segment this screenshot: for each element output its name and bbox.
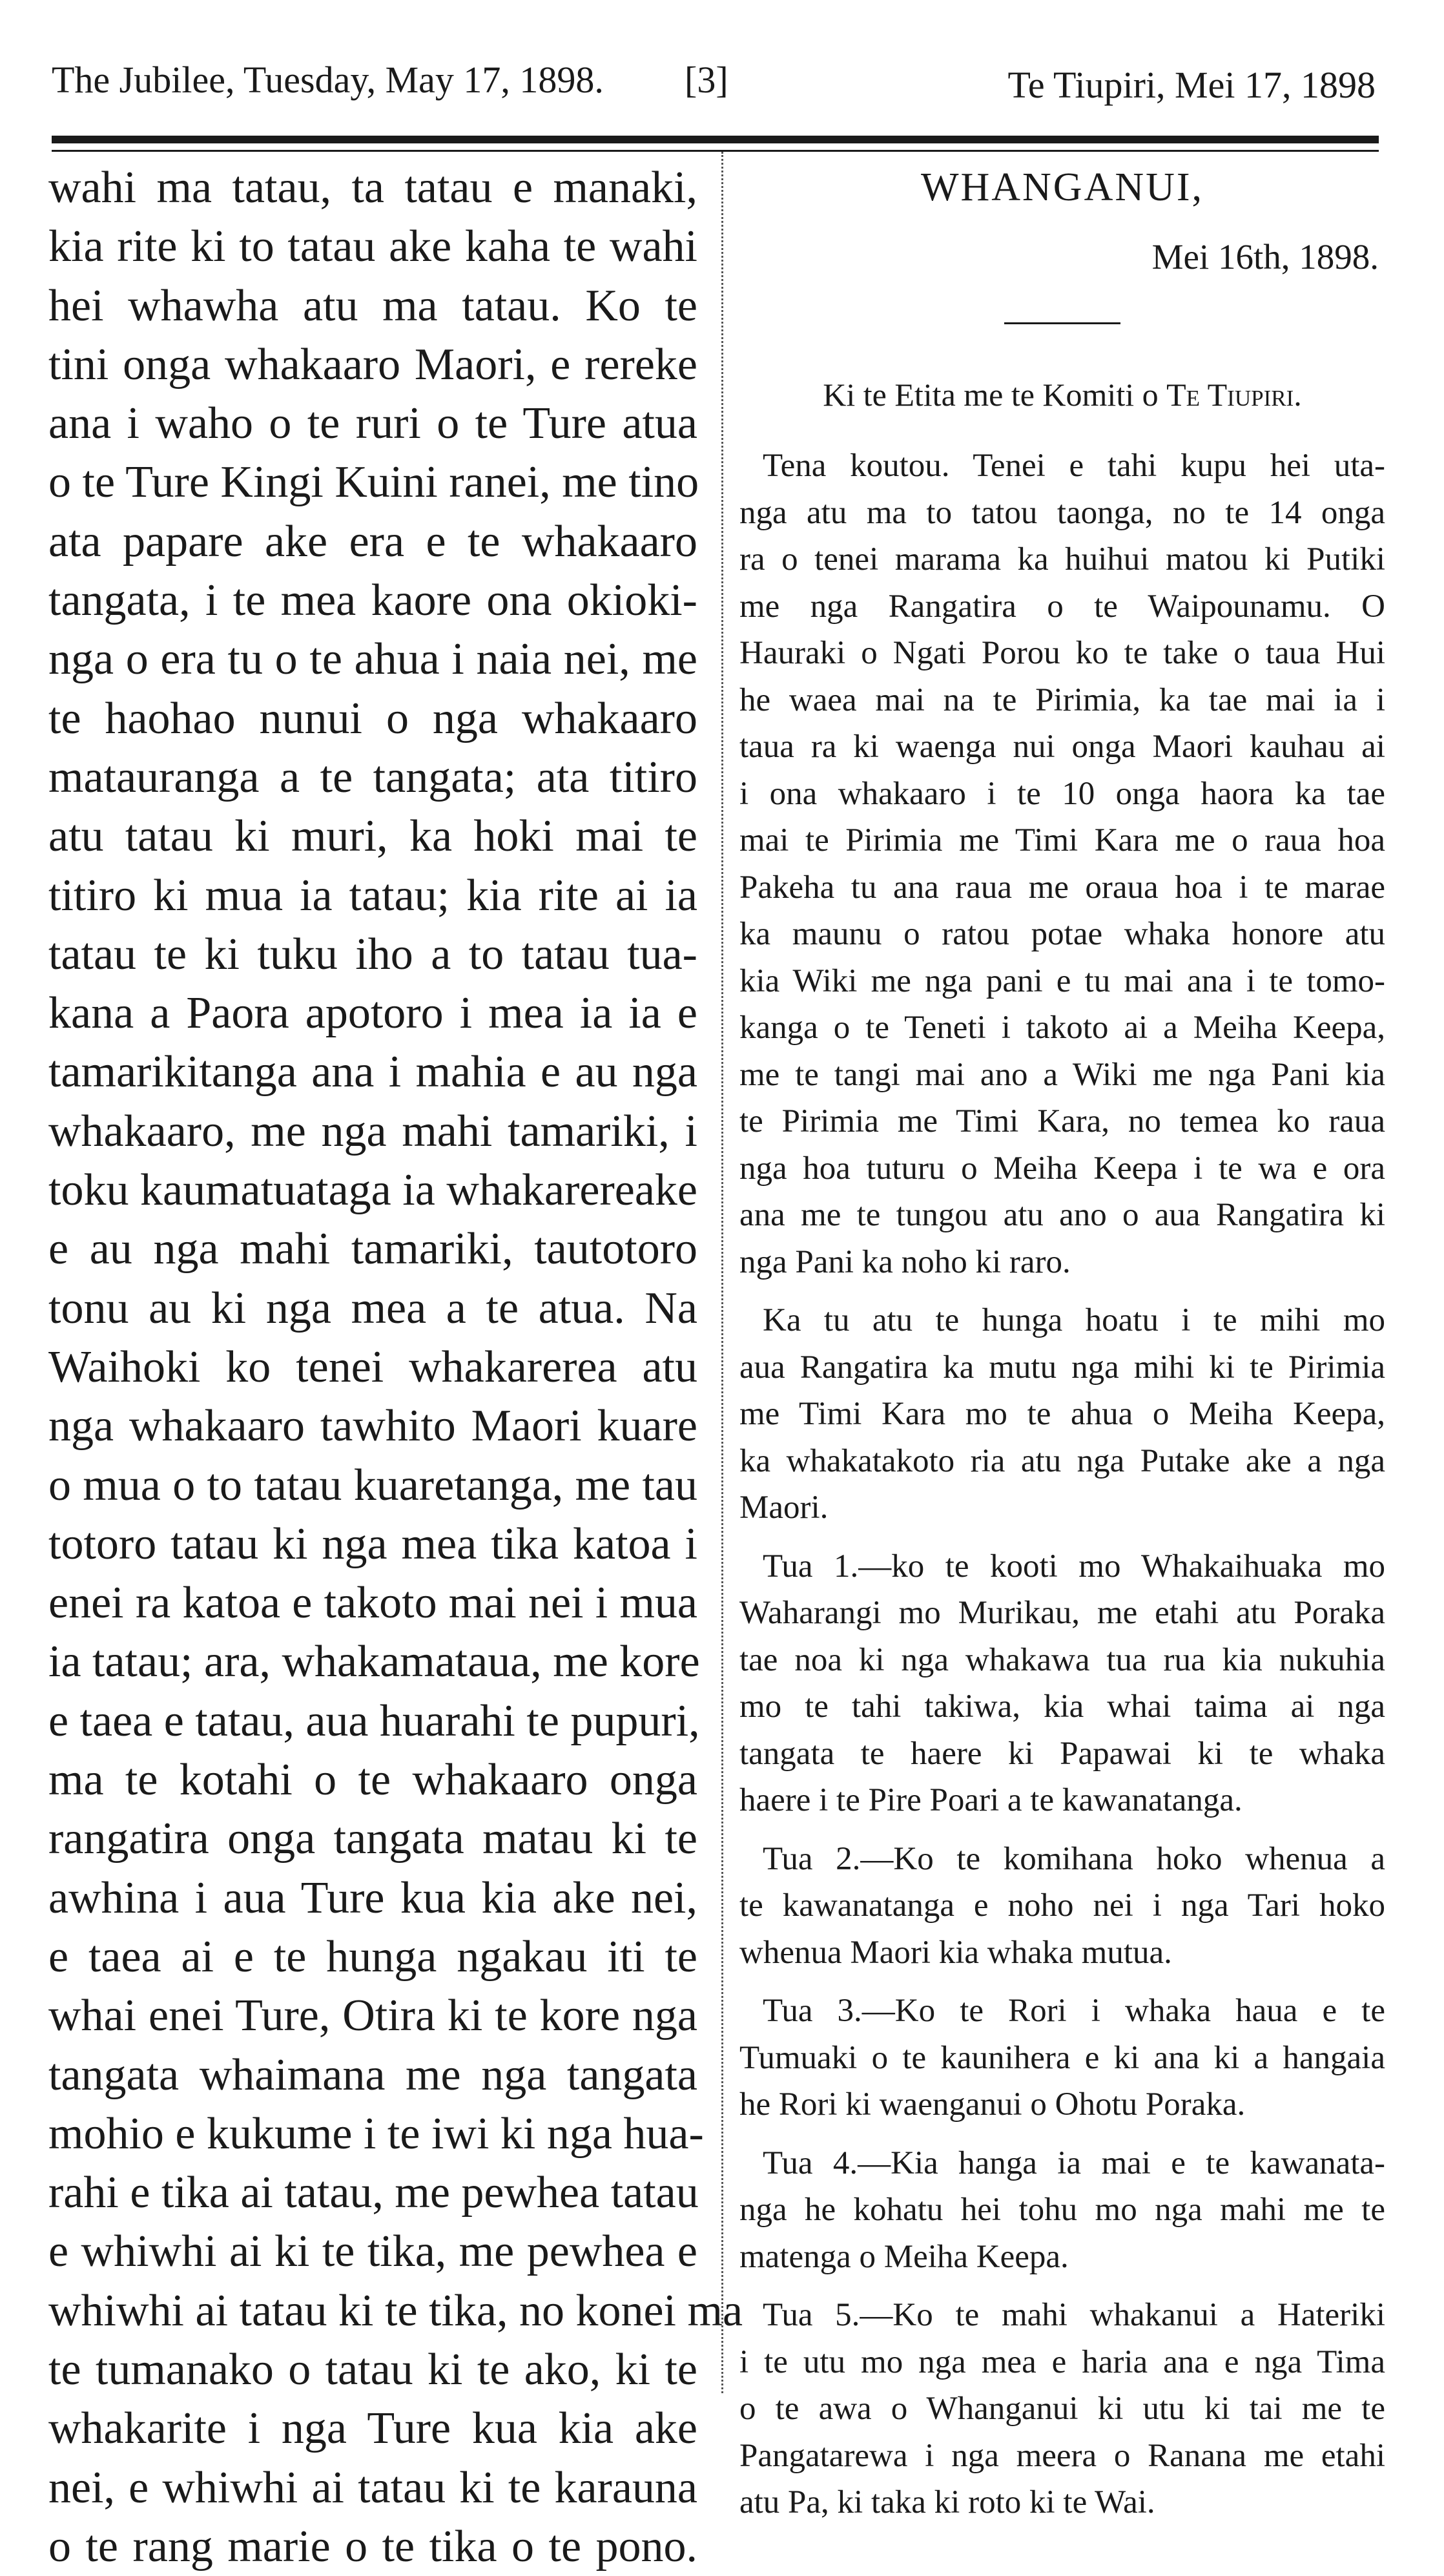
right-text-line: te kawanatanga e noho nei i nga Tari hoko [739,1887,1385,1924]
left-text-line: matauranga a te tangata; ata titiro [48,752,697,802]
left-text-line: ata papare ake era e te whakaaro [48,516,697,566]
right-text-line: me Timi Kara mo te ahua o Meiha Keepa, [739,1396,1385,1432]
left-text-line: wahi ma tatau, ta tatau e manaki, [48,163,697,213]
right-text-line: nga Pani ka noho ki raro. [739,1243,1071,1280]
left-text-line: enei ra katoa e takoto mai nei i mua [48,1578,697,1628]
left-text-line: te tumanako o tatau ki te ako, ki te [48,2344,697,2394]
right-text-line: mai te Pirimia me Timi Kara me o raua hoa [739,822,1385,858]
left-text-line: e whiwhi ai ki te tika, me pewhea e [48,2227,697,2277]
left-text-line: tangata, i te mea kaore ona okioki- [48,576,697,626]
letter-dateline: Mei 16th, 1898. [1151,237,1379,276]
left-text-line: titiro ki mua ia tatau; kia rite ai ia [48,870,697,920]
right-text-line: nga atu ma to tatou taonga, no te 14 onga [739,494,1385,531]
right-text-line: he Rori ki waenganui o Ohotu Poraka. [739,2086,1246,2123]
left-text-line: tini onga whakaaro Maori, e rereke [48,339,697,390]
right-text-line: Tena koutou. Tenei e tahi kupu hei uta- [763,448,1385,484]
left-text-line: tangata whaimana me nga tangata [48,2050,697,2100]
column-divider [721,152,723,2393]
right-text-line: Maori. [739,1490,829,1526]
left-text-line: o te Ture Kingi Kuini ranei, me tino [48,457,699,508]
right-text-line: ana me te tungou atu ano o aua Rangatira ki [739,1197,1385,1233]
letter-paragraph [739,1836,1385,1977]
left-text-line: e au nga mahi tamariki, tautotoro [48,1224,697,1274]
paragraph-gap [739,1285,1385,1297]
running-header [52,58,1376,110]
short-rule [1004,322,1120,324]
paragraph-gap [739,1532,1385,1543]
left-text-line: whiwhi ai tatau ki te tika, no konei ma [48,2285,743,2336]
paragraph-gap [739,2280,1385,2292]
letter-paragraph [739,1297,1385,1532]
left-text-line: nei, e whiwhi ai tatau ki te karauna [48,2462,697,2513]
left-text-line: totoro tatau ki nga mea tika katoa i [48,1519,697,1569]
left-text-line: o mua o to tatau kuaretanga, me tau [48,1460,697,1510]
left-text-line: kia rite ki to tatau ake kaha te wahi [48,222,697,272]
right-text-line: Waharangi mo Murikau, me etahi atu Poraka [739,1595,1385,1631]
right-column [739,158,1385,2526]
right-text-line: Tua 2.—Ko te komihana hoko whenua a [763,1840,1385,1877]
right-text-line: nga hoa tuturu o Meiha Keepa i te wa e ora [739,1150,1385,1187]
right-text-line: me nga Rangatira o te Waipounamu. O [739,588,1385,625]
page-number: [3] [685,59,728,101]
right-text-line: he waea mai na te Pirimia, ka tae mai ia i [739,681,1385,718]
right-text-line: o te awa o Whanganui ki utu ki tai me te [739,2391,1385,2427]
right-text-line: Pangatarewa i nga meera o Ranana me etahi [739,2437,1385,2474]
left-text-line: e taea e tatau, aua huarahi te pupuri, [48,1696,700,1746]
right-text-line: Tua 5.—Ko te mahi whakanui a Hateriki [763,2297,1385,2333]
header-english-title: The Jubilee, Tuesday, May 17, 1898. [52,59,604,101]
left-text-line: ana i waho o te ruri o te Ture atua [48,399,697,449]
left-text-line: whai enei Ture, Otira ki te kore nga [48,1991,697,2041]
left-text-line: nga o era tu o te ahua i naia nei, me [48,634,697,685]
left-text-line: e taea ai e te hunga ngakau iti te [48,1931,697,1982]
left-text-line: mohio e kukume i te iwi ki nga hua- [48,2108,704,2159]
letter-paragraph [739,442,1385,1285]
right-text-line: taua ra ki waenga nui onga Maori kauhau ai [739,729,1385,765]
right-text-line: matenga o Meiha Keepa. [739,2238,1069,2275]
header-maori-title: Te Tiupiri, Mei 17, 1898 [1007,64,1376,106]
left-text-line: hei whawha atu ma tatau. Ko te [48,280,697,331]
header-rule-thin [52,150,1379,152]
right-text-line: tae noa ki nga whakawa tua rua kia nukuhia [739,1641,1385,1678]
letter-body [739,442,1385,2526]
right-text-line: i ona whakaaro i te 10 onga haora ka tae [739,775,1385,812]
right-text-line: atu Pa, ki taka ki roto ki te Wai. [739,2484,1155,2520]
right-text-line: kanga o te Teneti i takoto ai a Meiha Keepa, [739,1010,1385,1046]
address-paper-name: Te Tiupiri. [1166,377,1302,413]
paragraph-gap [739,1824,1385,1836]
left-column [48,158,743,2576]
right-text-line: Tua 3.—Ko te Rori i whaka haua e te [763,1993,1385,2029]
right-text-line: Tua 1.—ko te kooti mo Whakaihuaka mo [763,1548,1385,1584]
left-text-line: atu tatau ki muri, ka hoki mai te [48,811,697,862]
right-text-line: ka maunu o ratou potae whaka honore atu [739,916,1385,952]
left-text-line: ia tatau; ara, whakamataua, me kore [48,1637,700,1687]
right-text-line: Ka tu atu te hunga hoatu i te mihi mo [763,1302,1385,1338]
letter-heading: WHANGANUI, [920,165,1204,209]
letter-address [739,376,1385,413]
right-text-line: haere i te Pire Poari a te kawanatanga. [739,1782,1243,1818]
right-text-line: mo te tahi takiwa, kia whai taima ai nga [739,1688,1385,1725]
right-text-line: Tua 4.—Kia hanga ia mai e te kawanata- [763,2145,1385,2181]
right-text-line: Hauraki o Ngati Porou ko te take o taua Hui [739,635,1385,671]
letter-paragraph [739,1988,1385,2128]
right-text-line: me te tangi mai ano a Wiki me nga Pani kia [739,1056,1385,1093]
right-text-line: ka whakatakoto ria atu nga Putake ake a nga [739,1442,1385,1479]
left-text-line: rangatira onga tangata matau ki te [48,1814,697,1864]
left-text-line: o te rang marie o te tika o te pono. [48,2521,697,2571]
left-text-line: nga whakaaro tawhito Maori kuare [48,1401,697,1451]
left-text-line: tatau te ki tuku iho a to tatau tua- [48,929,697,979]
letter-paragraph [739,1543,1385,1824]
header-rule-thick [52,136,1379,143]
left-text-line: ma te kotahi o te whakaaro onga [48,1755,697,1805]
right-text-line: te Pirimia me Timi Kara, no temea ko raua [739,1103,1385,1139]
right-text-line: whenua Maori kia whaka mutua. [739,1934,1172,1971]
right-text-line: aua Rangatira ka mutu nga mihi ki te Pirimia [739,1349,1385,1386]
right-text-line: Tumuaki o te kaunihera e ki ana ki a hangaia [739,2039,1385,2076]
right-text-line: Pakeha tu ana raua me oraua hoa i te marae [739,869,1385,906]
left-text-line: toku kaumatuataga ia whakarereake [48,1165,697,1216]
paragraph-gap [739,1976,1385,1988]
left-text-line: kana a Paora apotoro i mea ia ia e [48,988,697,1039]
left-text-line: rahi e tika ai tatau, me pewhea tatau [48,2168,699,2218]
paragraph-gap [739,2128,1385,2140]
right-text-line: tangata te haere ki Papawai ki te whaka [739,1735,1385,1772]
right-text-line: i te utu mo nga mea e haria ana e nga Tima [739,2343,1385,2380]
left-text-line: whakaaro, me nga mahi tamariki, i [48,1106,697,1156]
left-text-line: Waihoki ko tenei whakarerea atu [48,1342,697,1392]
left-text-line: tamarikitanga ana i mahia e au nga [48,1047,697,1097]
left-text-line: tonu au ki nga mea a te atua. Na [48,1283,697,1333]
letter-paragraph [739,2292,1385,2526]
right-text-line: kia Wiki me nga pani e tu mai ana i te tomo- [739,962,1385,999]
left-text-line: whakarite i nga Ture kua kia ake [48,2404,697,2454]
left-text-line: awhina i aua Ture kua kia ake nei, [48,1873,697,1923]
right-text-line: ra o tenei marama ka huihui matou ki Putiki [739,541,1385,577]
left-text-line: te haohao nunui o nga whakaaro [48,693,697,743]
address-prefix: Ki te Etita me te Komiti o [823,377,1159,413]
right-text-line: nga he kohatu hei tohu mo nga mahi me te [739,2192,1385,2228]
letter-paragraph [739,2140,1385,2281]
